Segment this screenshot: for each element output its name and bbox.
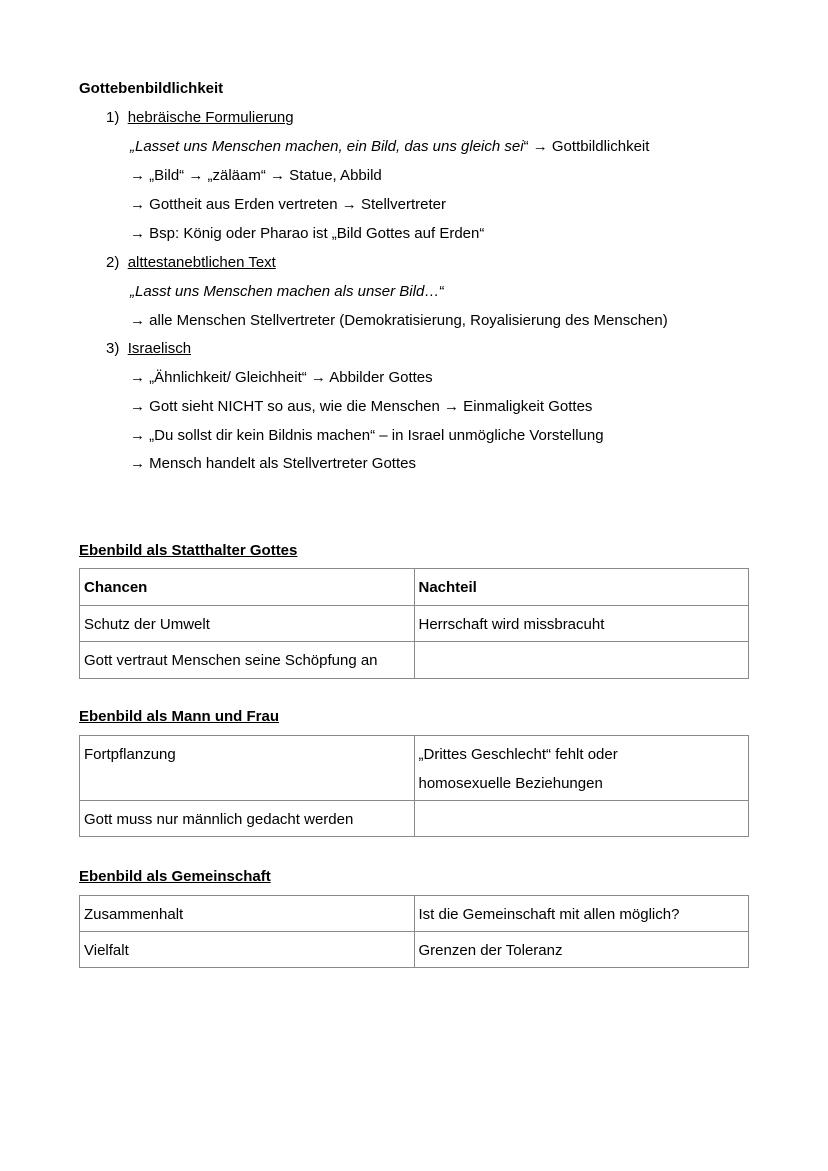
section-number: 2) [106, 254, 120, 271]
section-3-heading [106, 340, 191, 357]
table-row [80, 606, 749, 642]
table-1-title: Ebenbild als Statthalter Gottes [79, 542, 298, 559]
section-title: Israelisch [127, 340, 192, 357]
table-cell: Herrschaft wird missbracuht [414, 606, 749, 642]
section-title: alttestanebtlichen Text [127, 254, 276, 271]
table-cell: Fortpflanzung [80, 736, 415, 801]
bullet-line: → „Du sollst dir kein Bildnis machen“ – in Israel unmögliche Vorstellung [130, 427, 604, 444]
table-cell: Grenzen der Toleranz [414, 932, 749, 968]
table-row [80, 642, 749, 679]
table-cell: Zusammenhalt [80, 896, 415, 932]
quote-line [130, 138, 649, 155]
table-cell [414, 642, 749, 679]
gemeinschaft-table [79, 895, 749, 968]
table-3-title: Ebenbild als Gemeinschaft [79, 868, 271, 885]
table-row [80, 801, 749, 837]
table-header-cell: Chancen [80, 569, 415, 606]
table-cell [414, 801, 749, 837]
section-2-heading [106, 254, 276, 271]
table-cell: Ist die Gemeinschaft mit allen möglich? [414, 896, 749, 932]
statthalter-table [79, 568, 749, 679]
table-2-title: Ebenbild als Mann und Frau [79, 708, 280, 725]
bullet-line: → „Ähnlichkeit/ Gleichheit“ → Abbilder Gottes [130, 369, 433, 386]
table-header-row [80, 569, 749, 606]
section-title: hebräische Formulierung [127, 109, 294, 126]
table-cell: Gott muss nur männlich gedacht werden [80, 801, 415, 837]
bullet-line: → Gottheit aus Erden vertreten → Stellvertreter [130, 196, 446, 213]
cell-line: „Drittes Geschlecht“ fehlt oder [418, 746, 618, 763]
table-cell: Vielfalt [80, 932, 415, 968]
quote-text: „Lasset uns Menschen machen, ein Bild, das uns gleich sei [130, 138, 524, 155]
table-row [80, 932, 749, 968]
table-cell: Schutz der Umwelt [80, 606, 415, 642]
bullet-line: → Bsp: König oder Pharao ist „Bild Gottes auf Erden“ [130, 225, 485, 242]
quote-line [130, 283, 444, 300]
table-cell: Gott vertraut Menschen seine Schöpfung an [80, 642, 415, 679]
bullet-line: → Gott sieht NICHT so aus, wie die Menschen → Einmaligkeit Gottes [130, 398, 593, 415]
mann-frau-table [79, 735, 749, 837]
cell-line: homosexuelle Beziehungen [418, 775, 603, 792]
bullet-line: → Mensch handelt als Stellvertreter Gottes [130, 455, 416, 472]
quote-tail: “ → Gottbildlichkeit [523, 138, 650, 155]
section-1-heading [106, 109, 294, 126]
bullet-line: → alle Menschen Stellvertreter (Demokratisierung, Royalisierung des Menschen) [130, 312, 668, 329]
section-number: 1) [106, 109, 120, 126]
table-row [80, 896, 749, 932]
table-cell [414, 736, 749, 801]
table-header-cell: Nachteil [414, 569, 749, 606]
quote-tail: “ [439, 283, 445, 300]
bullet-line: → „Bild“ → „zäläam“ → Statue, Abbild [130, 167, 382, 184]
section-number: 3) [106, 340, 120, 357]
table-row [80, 736, 749, 801]
page-title: Gottebenbildlichkeit [79, 80, 224, 97]
quote-text: „Lasst uns Menschen machen als unser Bild… [130, 283, 440, 300]
